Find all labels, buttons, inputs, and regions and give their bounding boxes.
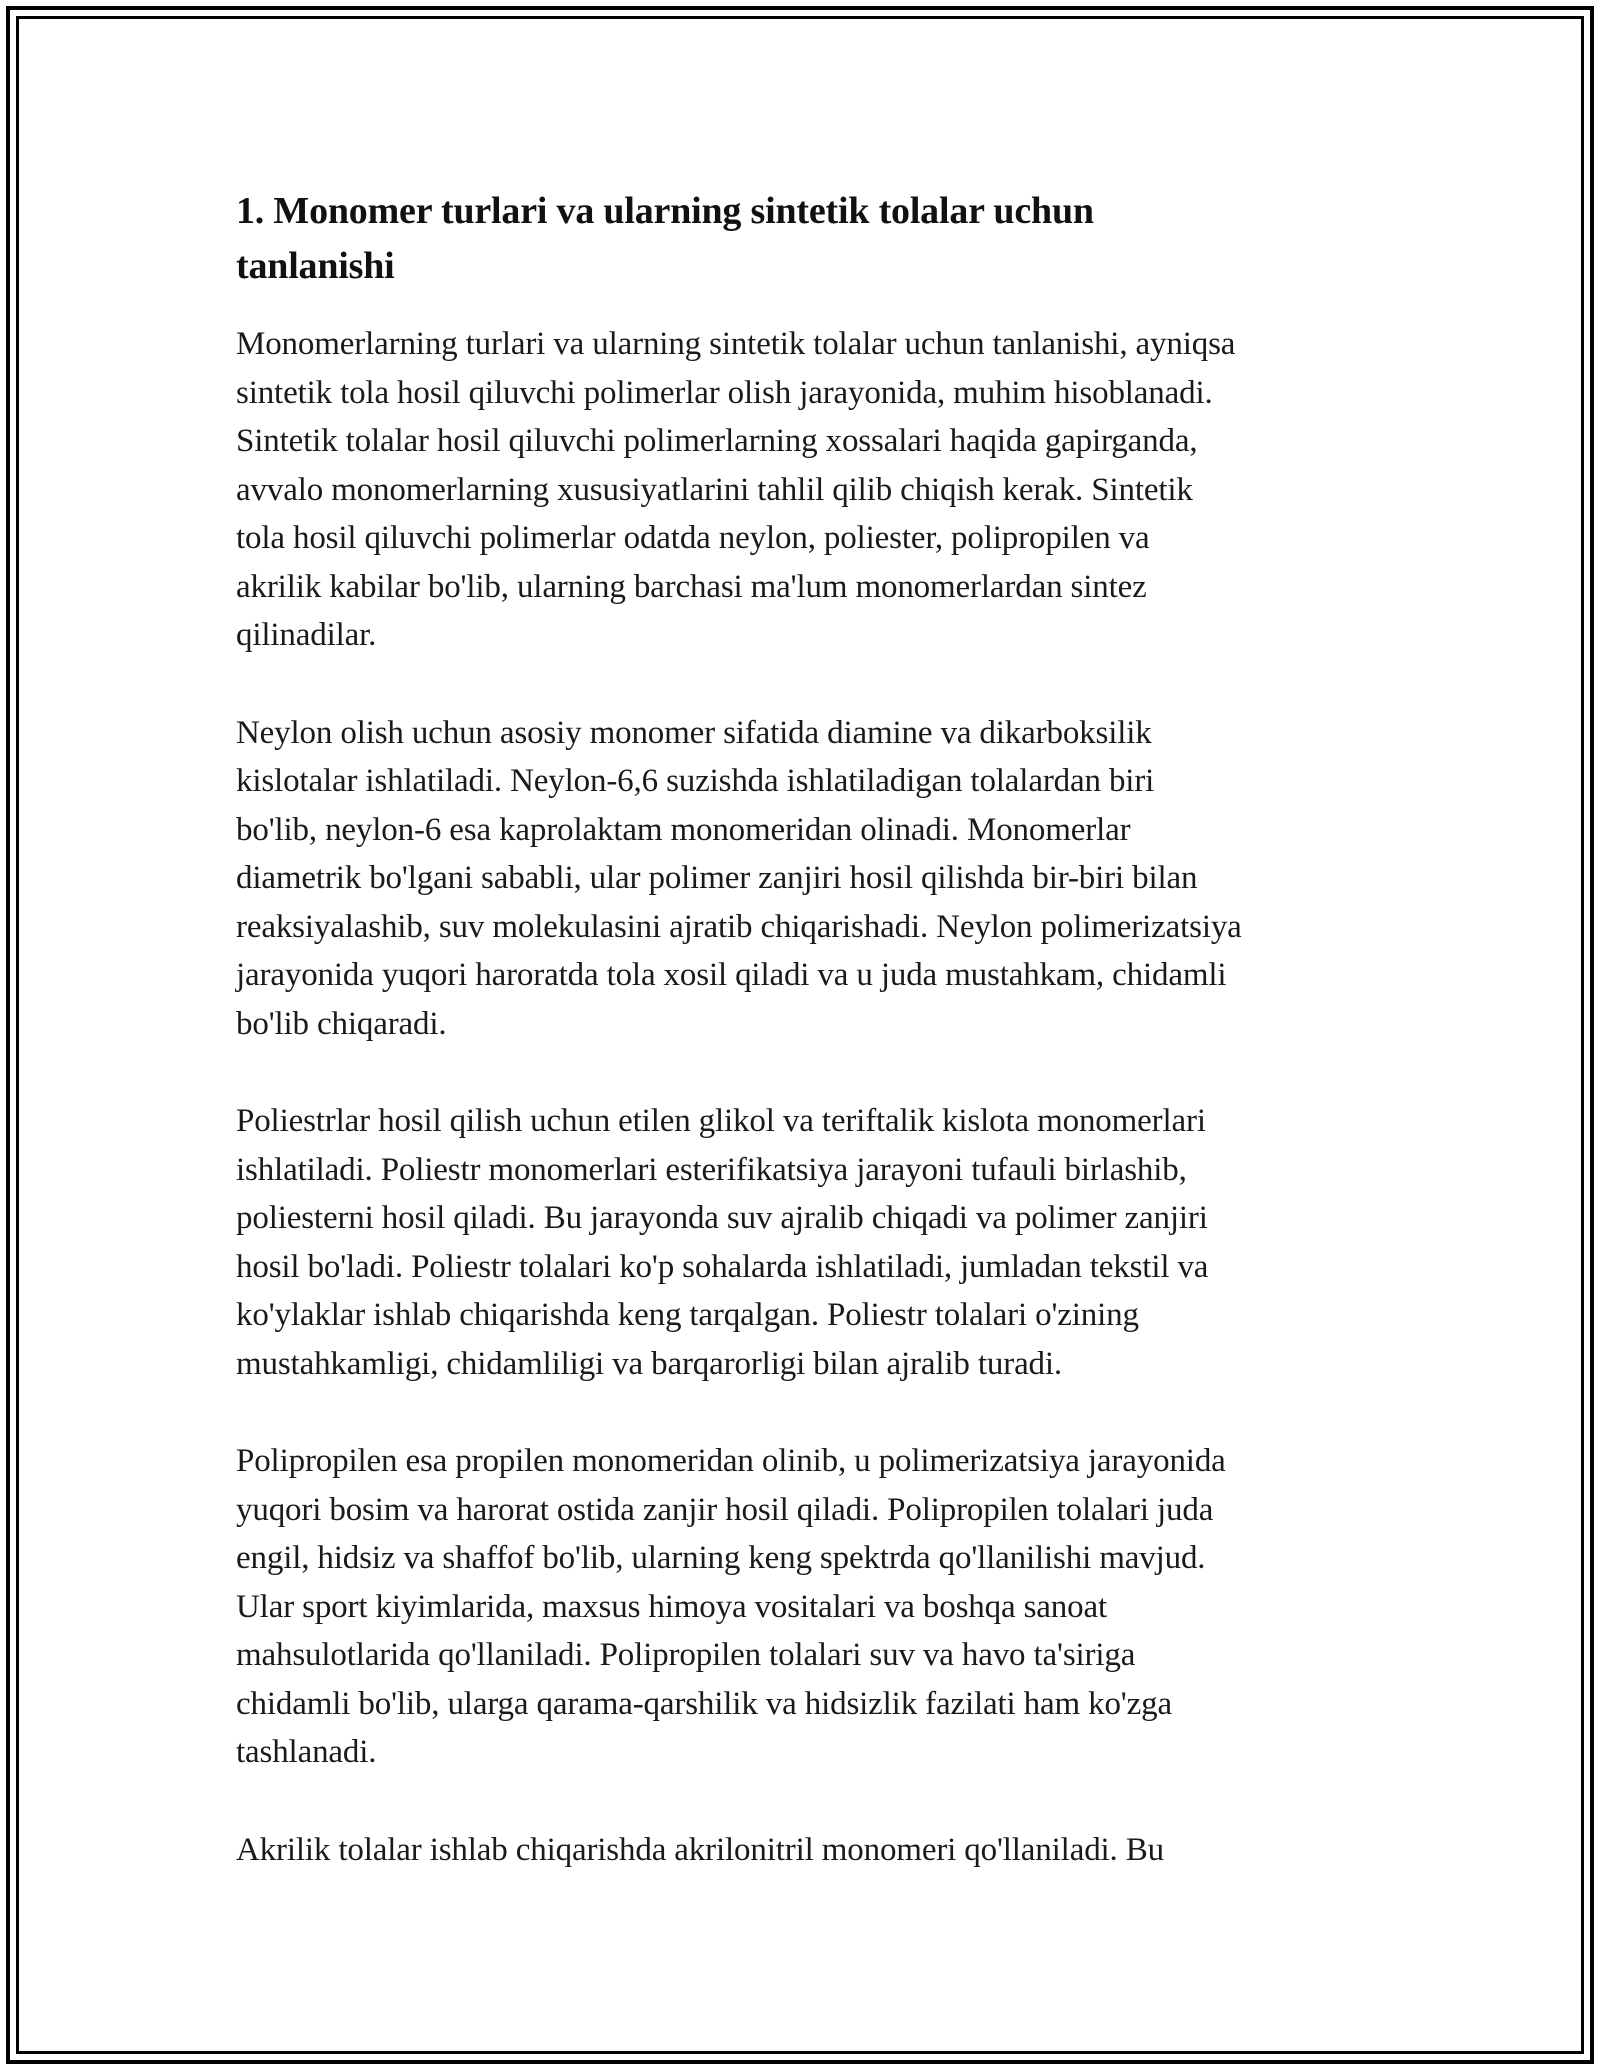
paragraph-neylon: Neylon olish uchun asosiy monomer sifatida diamine va dikarboksilik kislotalar ishlatiladi. Neylon-6,6 suzishda ishlatiladigan tolalardan biri bo'lib, neylon-6 esa kaprolaktam monomeridan olinadi. Monomerlar diametrik bo'lgani sababli, ular polimer zanjiri hosil qilishda bir-biri bilan reaksiyalashib, suv molekulasini ajratib chiqarishadi. Neylon polimerizatsiya jarayonida yuqori haroratda tola xosil qiladi va u juda mustahkam, chidamli bo'lib chiqaradi.: [236, 714, 1242, 1042]
paragraph-akrilik: Akrilik tolalar ishlab chiqarishda akrilonitril monomeri qo'llaniladi. Bu: [236, 1831, 1164, 1868]
section-heading: 1. Monomer turlari va ularning sintetik tolalar uchun tanlanishi: [236, 190, 1094, 287]
paragraph-poliester: Poliestrlar hosil qilish uchun etilen glikol va teriftalik kislota monomerlari ishlatiladi. Poliestr monomerlari esterifikatsiya jarayoni tufauli birlashib, poliesterni hosil qiladi. Bu jarayonda suv ajralib chiqadi va polimer zanjiri hosil bo'ladi. Poliestr tolalari ko'p sohalarda ishlatiladi, jumladan tekstil va ko'ylaklar ishlab chiqarishda keng tarqalgan. Poliestr tolalari o'zining mustahkamligi, chidamliligi va barqarorligi bilan ajralib turadi.: [236, 1103, 1209, 1382]
document-body: [236, 184, 1376, 1923]
paragraph-polipropilen: Polipropilen esa propilen monomeridan olinib, u polimerizatsiya jarayonida yuqori bosim va harorat ostida zanjir hosil qiladi. Polipropilen tolalari juda engil, hidsiz va shaffof bo'lib, ularning keng spektrda qo'llanilishi mavjud. Ular sport kiyimlarida, maxsus himoya vositalari va boshqa sanoat mahsulotlarida qo'llaniladi. Polipropilen tolalari suv va havo ta'siriga chidamli bo'lib, ularga qarama-qarshilik va hidsizlik fazilati ham ko'zga tashlanadi.: [236, 1443, 1226, 1770]
paragraph-monomer-types: Monomerlarning turlari va ularning sintetik tolalar uchun tanlanishi, ayniqsa sintetik tola hosil qiluvchi polimerlar olish jarayonida, muhim hisoblanadi. Sintetik tolalar hosil qiluvchi polimerlarning xossalari haqida gapirganda, avvalo monomerlarning xususiyatlarini tahlil qilib chiqish kerak. Sintetik tola hosil qiluvchi polimerlar odatda neylon, poliester, polipropilen va akrilik kabilar bo'lib, ularning barchasi ma'lum monomerlardan sintez qilinadilar.: [236, 326, 1236, 653]
